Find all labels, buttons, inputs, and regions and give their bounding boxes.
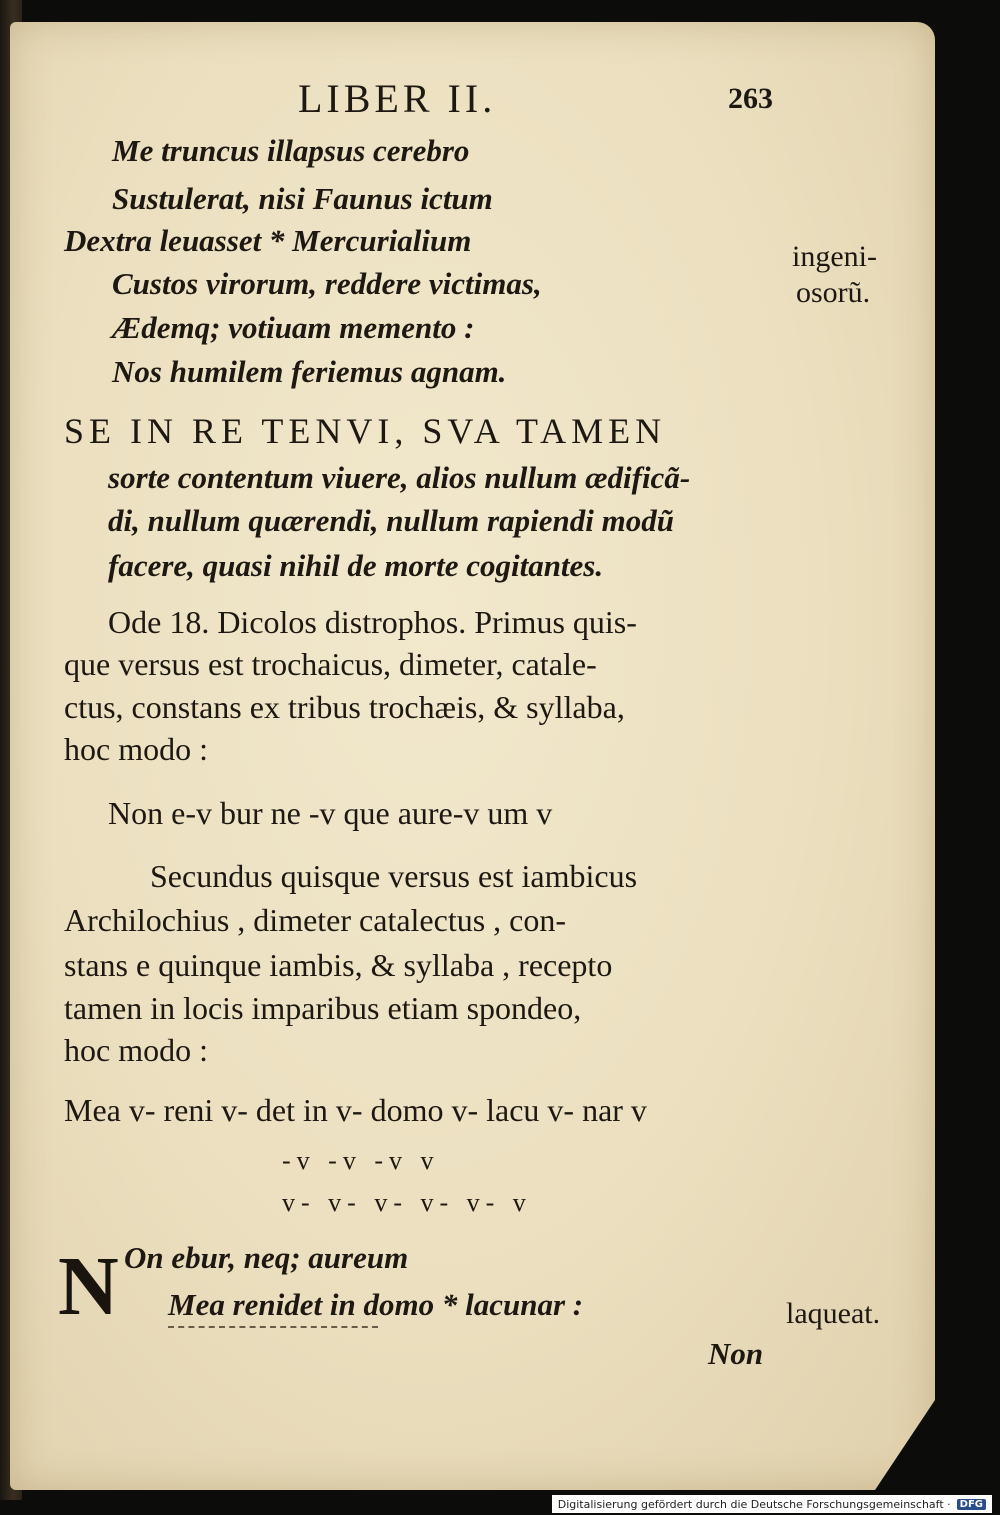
meter-marks: -v -v -v v <box>282 1146 440 1175</box>
running-title: LIBER II. <box>298 76 497 121</box>
description-line: tamen in locis imparibus etiam spondeo, <box>64 990 582 1026</box>
page-number: 263 <box>728 82 773 115</box>
verse-line: Ædemq; votiuam memento : <box>112 310 475 345</box>
description-line: ctus, constans ex tribus trochæis, & syllaba, <box>64 689 625 725</box>
description-line: hoc modo : <box>64 731 208 767</box>
argument-line: facere, quasi nihil de morte cogitantes. <box>108 548 604 583</box>
description-line: Ode 18. Dicolos distrophos. Primus quis- <box>108 604 637 640</box>
description-line: Archilochius , dimeter catalectus , con- <box>64 902 567 938</box>
poem-line: On ebur, neq; aureum <box>124 1240 409 1275</box>
page-corner-shadow <box>875 1400 935 1490</box>
verse-line: Nos humilem feriemus agnam. <box>112 354 507 389</box>
meter-marks: v- v- v- v- v- v <box>282 1188 532 1217</box>
catchword: Non <box>708 1336 764 1371</box>
argument-caps-line: SE IN RE TENVI, SVA TAMEN <box>64 411 667 451</box>
digitization-footer <box>552 1495 992 1513</box>
argument-line: sorte contentum viuere, alios nullum ædificã- <box>108 460 691 495</box>
margin-note-line: osorũ. <box>796 276 871 309</box>
scansion-example: Mea v- reni v- det in v- domo v- lacu v- nar v <box>64 1092 647 1128</box>
argument-line: di, nullum quærendi, nullum rapiendi modũ <box>108 503 674 538</box>
description-line: stans e quinque iambis, & syllaba , recepto <box>64 947 613 983</box>
verse-line: Sustulerat, nisi Faunus ictum <box>112 181 493 216</box>
scansion-example: Non e-v bur ne -v que aure-v um v <box>108 795 553 831</box>
margin-note-line: laqueat. <box>786 1297 881 1330</box>
dfg-logo: DFG <box>957 1499 986 1510</box>
verse-line: Custos virorum, reddere victimas, <box>112 266 542 301</box>
verse-line: Me truncus illapsus cerebro <box>112 133 470 168</box>
description-line: Secundus quisque versus est iambicus <box>150 858 638 894</box>
description-line: hoc modo : <box>64 1032 208 1068</box>
verse-line: Dextra leuasset * Mercurialium <box>64 223 472 258</box>
footer-credit: Digitalisierung gefördert durch die Deutsche Forschungsgemeinschaft · <box>557 1497 951 1511</box>
drop-cap: N <box>58 1240 119 1333</box>
description-line: que versus est trochaicus, dimeter, catale- <box>64 646 597 682</box>
poem-line: Mea renidet in domo * lacunar : <box>168 1287 584 1322</box>
dotted-rule <box>168 1326 378 1328</box>
margin-note-line: ingeni- <box>792 240 877 273</box>
